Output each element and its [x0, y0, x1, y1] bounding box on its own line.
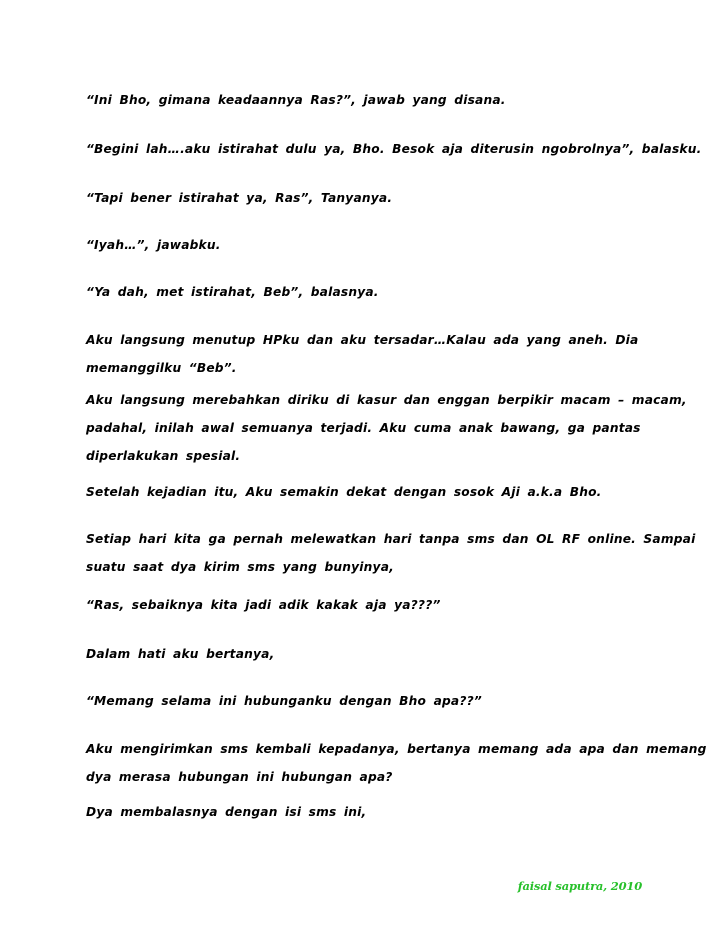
paragraph-line: “Memang selama ini hubunganku dengan Bho apa??”	[86, 694, 482, 708]
paragraph-line: memanggilku “Beb”.	[86, 361, 237, 375]
footer-signature: faisal saputra, 2010	[517, 879, 642, 893]
paragraph-line: “Iyah…”, jawabku.	[86, 238, 221, 252]
paragraph	[86, 326, 656, 382]
paragraph-line: Dya membalasnya dengan isi sms ini,	[86, 805, 367, 819]
paragraph-line: dya merasa hubungan ini hubungan apa?	[86, 770, 393, 784]
paragraph-line: Dalam hati aku bertanya,	[86, 647, 275, 661]
paragraph	[86, 687, 656, 715]
paragraph-line: diperlakukan spesial.	[86, 449, 241, 463]
paragraph	[86, 278, 656, 306]
paragraph-line: suatu saat dya kirim sms yang bunyinya,	[86, 560, 394, 574]
paragraph	[86, 386, 687, 470]
paragraph-line: Setiap hari kita ga pernah melewatkan hari tanpa sms dan OL RF online. Sampai	[86, 532, 696, 546]
paragraph-line: “Ya dah, met istirahat, Beb”, balasnya.	[86, 285, 379, 299]
paragraph-line: “Ras, sebaiknya kita jadi adik kakak aja ya???”	[86, 598, 441, 612]
paragraph-line: Aku langsung menutup HPku dan aku tersadar…Kalau ada yang aneh. Dia	[86, 333, 639, 347]
paragraph	[86, 735, 707, 791]
paragraph	[86, 640, 656, 668]
paragraph-line: Aku langsung merebahkan diriku di kasur dan enggan berpikir macam – macam,	[86, 393, 687, 407]
paragraph-line: “Begini lah….aku istirahat dulu ya, Bho. Besok aja diterusin ngobrolnya”, balasku.	[86, 142, 702, 156]
paragraph-line: padahal, inilah awal semuanya terjadi. Aku cuma anak bawang, ga pantas	[86, 421, 641, 435]
paragraph	[86, 591, 656, 619]
paragraph	[86, 135, 702, 163]
paragraph	[86, 478, 656, 506]
paragraph-line: Setelah kejadian itu, Aku semakin dekat dengan sosok Aji a.k.a Bho.	[86, 485, 602, 499]
paragraph	[86, 798, 656, 826]
paragraph-line: “Ini Bho, gimana keadaannya Ras?”, jawab yang disana.	[86, 93, 506, 107]
paragraph-line: Aku mengirimkan sms kembali kepadanya, bertanya memang ada apa dan memang	[86, 742, 707, 756]
paragraph	[86, 231, 656, 259]
paragraph	[86, 525, 696, 581]
paragraph	[86, 86, 656, 114]
paragraph	[86, 184, 656, 212]
paragraph-line: “Tapi bener istirahat ya, Ras”, Tanyanya.	[86, 191, 393, 205]
